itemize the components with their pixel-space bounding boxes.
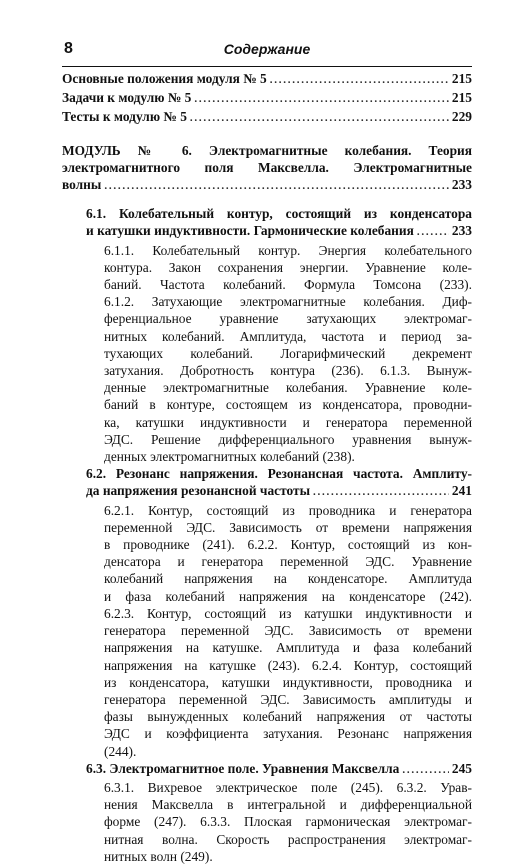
- subsection-line: 6.2.1. Контур, состоящий из проводника и генератора: [104, 502, 472, 518]
- subsection-line: ференциальное уравнение затухающих электромаг-: [104, 311, 472, 327]
- subsection-list-6-3: [62, 779, 472, 865]
- subsection-list-6-1: [62, 242, 472, 466]
- subsection-line: баний. Частота колебаний. Формула Томсона (233).: [104, 277, 472, 293]
- toc-entry-page: 215: [451, 71, 472, 86]
- subsection-line: контура. Закон сохранения энергии. Уравнение коле-: [104, 259, 472, 275]
- subsection-line: ЭДС и коэффициента затухания. Резонанс напряжения: [104, 726, 472, 742]
- subsection-line: затухания. Добротность контура (236). 6.1.3. Вынуж-: [104, 363, 472, 379]
- toc-entry[interactable]: [62, 89, 472, 108]
- subsection-line: ЭДС. Решение дифференциального уравнения вынуж-: [104, 431, 472, 447]
- module-title-last: [62, 176, 472, 195]
- subsection-line: нитная волна. Скорость распространения электромаг-: [104, 831, 472, 847]
- subsection-line: колебаний напряжения на конденсаторе. Амплитуда: [104, 571, 472, 587]
- subsection-line: 6.3.1. Вихревое электрическое поле (245). 6.3.2. Урав-: [104, 779, 472, 795]
- module-heading[interactable]: [62, 142, 472, 196]
- subsection-line: генератора переменной ЭДС. Зависимость от времени: [104, 623, 472, 639]
- module-title-line: МОДУЛЬ № 6. Электромагнитные колебания. Теория: [62, 142, 472, 158]
- leader-dots: [190, 108, 449, 127]
- subsection-line: напряжения на катушке (243). 6.2.4. Контур, состоящий: [104, 657, 472, 673]
- subsection-line: форме (247). 6.3.3. Плоская гармоническая электромаг-: [104, 814, 472, 830]
- toc-entry-title: Тесты к модулю № 5: [62, 109, 187, 125]
- subsection-line: 6.1.1. Колебательный контур. Энергия колебательного: [104, 242, 472, 258]
- section-title-line: и катушки индуктивности. Гармонические колебания: [86, 223, 414, 239]
- subsection-line: (244).: [104, 743, 137, 759]
- toc-entry-title: Задачи к модулю № 5: [62, 90, 192, 106]
- subsection-line: денные электромагнитные колебания. Уравнение коле-: [104, 380, 472, 396]
- section-title-last: [86, 222, 472, 241]
- subsection-line: нения Максвелла в интегральной и дифференциальной: [104, 797, 472, 813]
- module-title-line: электромагнитного поля Максвелла. Электромагнитные: [62, 159, 472, 175]
- subsection-list-6-2: [62, 502, 472, 760]
- toc-entry[interactable]: [62, 70, 472, 89]
- section-page: 233: [451, 223, 472, 239]
- section-title-line: 6.2. Резонанс напряжения. Резонансная частота. Амплиту-: [86, 466, 472, 482]
- subsection-line: генератора переменной ЭДС. Зависимость амплитуды и: [104, 691, 472, 707]
- subsection-line: и фаза колебаний напряжения на конденсаторе (242).: [104, 588, 472, 604]
- section-6-3[interactable]: [62, 760, 472, 779]
- subsection-line: нитных волн (249).: [104, 848, 213, 864]
- subsection-line: фазы вынужденных колебаний напряжения от частоты: [104, 709, 472, 725]
- subsection-line: ка, катушки индуктивности и генератора переменной: [104, 414, 472, 430]
- subsection-line: в проводнике (241). 6.2.2. Контур, состоящий из кон-: [104, 537, 472, 553]
- subsection-line: переменной ЭДС. Зависимость от времени напряжения: [104, 519, 472, 535]
- subsection-line: 6.1.2. Затухающие электромагнитные колебания. Диф-: [104, 294, 472, 310]
- section-page: 241: [451, 483, 472, 499]
- page-header: [62, 40, 472, 62]
- leader-dots: [417, 222, 449, 241]
- section-title-last: [86, 760, 472, 779]
- module-title-line: волны: [62, 177, 102, 193]
- table-of-contents: [62, 70, 472, 865]
- section-title-line: 6.1. Колебательный контур, состоящий из конденсатора: [86, 206, 472, 222]
- toc-entry[interactable]: [62, 108, 472, 127]
- subsection-line: денных электромагнитных колебаний (238).: [104, 449, 355, 465]
- leader-dots: [313, 482, 449, 501]
- leader-dots: [104, 176, 449, 195]
- running-title: Содержание: [223, 41, 311, 57]
- subsection-line: из конденсатора, катушки индуктивности, проводника и: [104, 674, 472, 690]
- page-number: 8: [64, 40, 73, 57]
- section-title-line: 6.3. Электромагнитное поле. Уравнения Максвелла: [86, 760, 400, 776]
- section-6-2[interactable]: [62, 465, 472, 501]
- leader-dots: [194, 89, 449, 108]
- subsection-line: 6.2.3. Контур, состоящий из катушки индуктивности и: [104, 605, 472, 621]
- header-rule: [62, 66, 472, 67]
- toc-entry-page: 215: [451, 90, 472, 106]
- module-page: 233: [451, 177, 472, 193]
- subsection-line: денсатора и генератора переменной ЭДС. Уравнение: [104, 554, 472, 570]
- toc-entry-title: Основные положения модуля № 5: [62, 71, 267, 86]
- subsection-line: тухающих колебаний. Логарифмический декремент: [104, 345, 472, 361]
- toc-entry-page: 229: [451, 109, 472, 125]
- section-title-last: [86, 482, 472, 501]
- section-6-1[interactable]: [62, 205, 472, 241]
- subsection-line: нитных колебаний. Амплитуда, частота и период за-: [104, 328, 472, 344]
- subsection-line: баний в контуре, состоящем из конденсатора, проводни-: [104, 397, 472, 413]
- subsection-line: напряжения на катушке. Амплитуда и фаза колебаний: [104, 640, 472, 656]
- section-title-line: да напряжения резонансной частоты: [86, 483, 311, 499]
- leader-dots: [402, 760, 449, 779]
- leader-dots: [270, 70, 449, 89]
- section-page: 245: [451, 760, 472, 776]
